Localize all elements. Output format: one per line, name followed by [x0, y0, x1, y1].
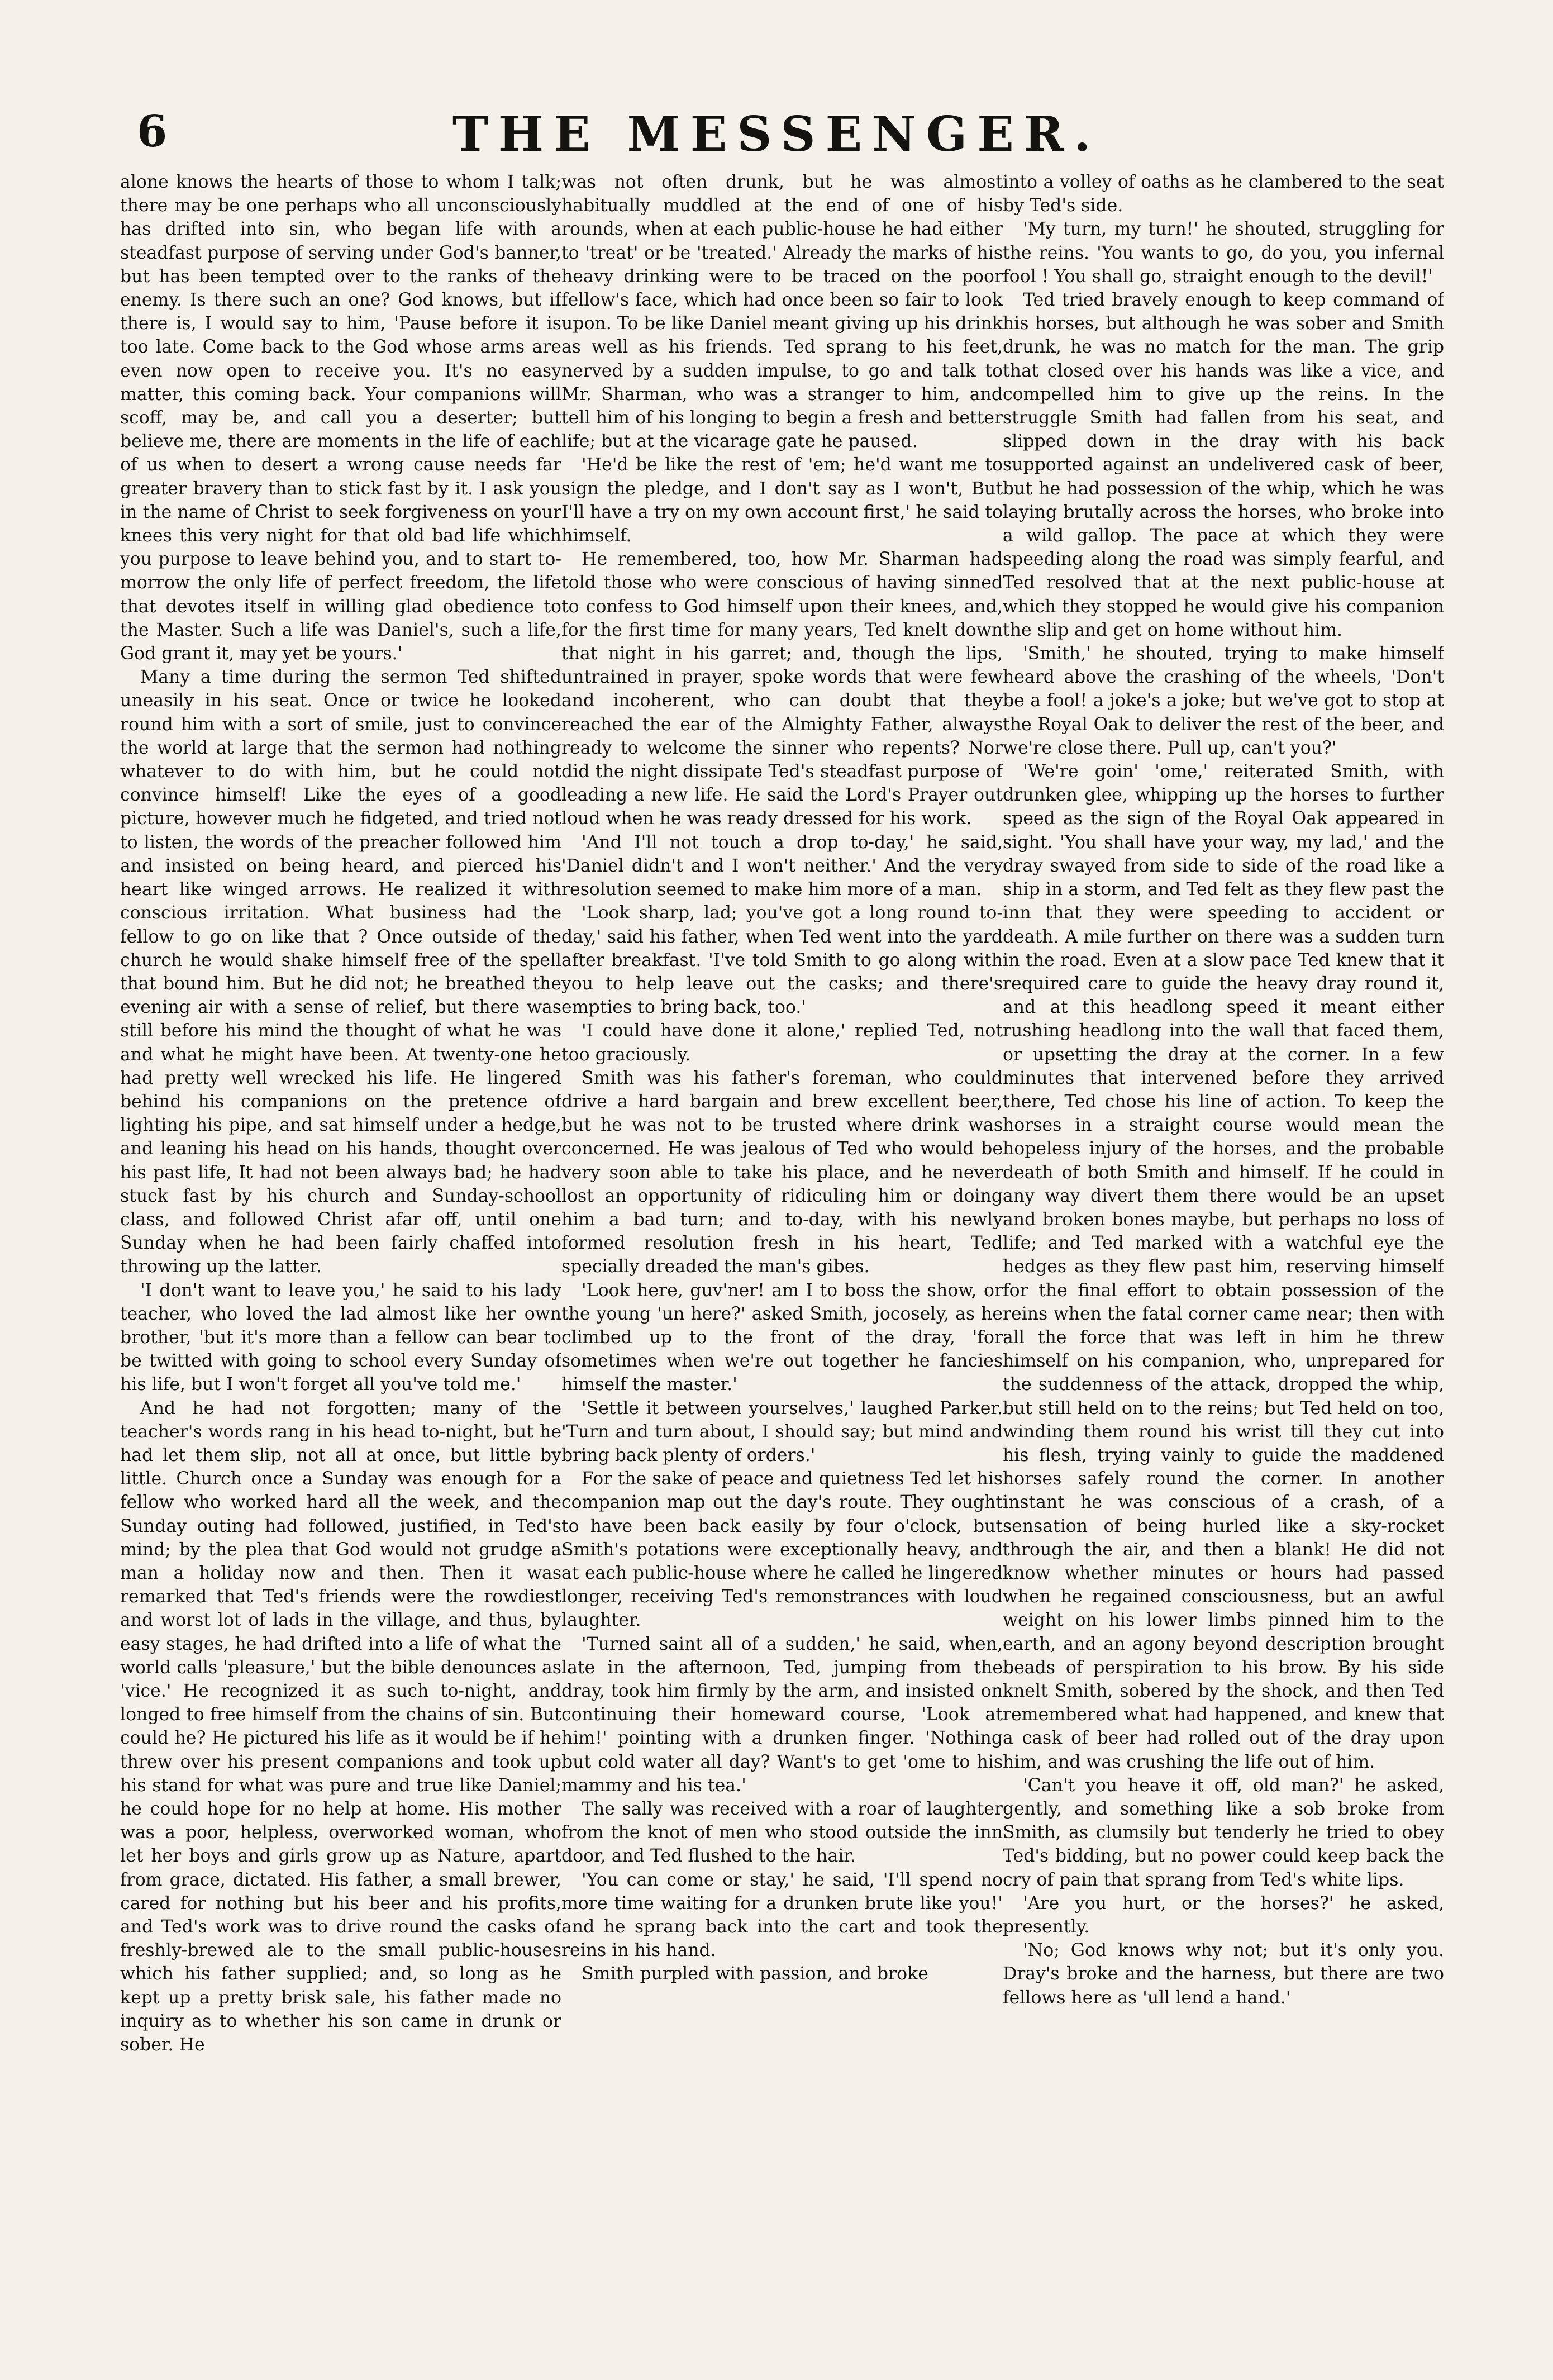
- article-paragraph: Smith was his father's foreman, who could drive a hard bargain and brew excellent beer, but he was not to be trusted where drink was concerned. He was jealous of Ted who would be very soon able to take his place, and he never lost an opportunity of ridiculing him or doing him a bad turn; and to-day, with his newly formed resolution fresh in his heart, Ted specially dreaded the man's gibes.: [561, 1068, 1003, 1277]
- article-paragraph: 'Settle it between yourselves,' laughed Parker. 'Turn and turn about, I should say; but mind and bring back plenty of orders.': [561, 1398, 1003, 1465]
- article-paragraph: 'Smith,' he shouted, trying to make himself heard above the crashing of the wheels, 'Don't be a fool! a joke's a joke; but we've got to stop at the Royal Oak to deliver the rest of the beer, and we're close there. Pull up, can't you?': [1003, 644, 1444, 758]
- text-column-1: [120, 170, 561, 2366]
- article-paragraph: 'Are you hurt, or the horses?' he asked, presently.: [1003, 1893, 1444, 1938]
- article-paragraph: 'My turn, my turn!' he shouted, struggling for the reins. 'You wants to go, do you, you infernal fool ! You shall go, straight enough to the devil!': [1003, 219, 1444, 287]
- article-paragraph: 'I could have done it alone,' replied Ted, not too graciously.: [561, 1021, 1003, 1065]
- article-paragraph: Many a time during the sermon Ted shifted uneasily in his seat. Once or twice he looked round him with a sort of smile, just to convince the world at large that the sermon had nothing whatever to do with him, but he could not convince himself! Like the eyes of a good picture, however much he fidgeted, and tried not to listen, the words of the preacher followed him and insisted on being heard, and pierced his heart like winged arrows. He realized it with conscious irritation. What business had the fellow to go on like that ? Once outside of the church he would shake himself free of the spell that bound him. But he did not; he breathed the evening air with a sense of relief, but there was still before his mind the thought of what he was and what he might have been. At twenty-one he had pretty well wrecked his life. He lingered behind his companions on the pretence of lighting his pipe, and sat himself under a hedge, and leaning his head on his hands, thought over his past life, It had not been always bad; he had stuck fast by his church and Sunday-school class, and followed Christ afar off, until one Sunday when he had been fairly chaffed into throwing up the latter.: [120, 667, 561, 1277]
- text-column-2: [561, 170, 1003, 2366]
- article-paragraph: Ted tried bravely enough to keep command of his horses, but although he was sober and Smith drunk, he was no match for the man. The grip that closed over his hands was like a vice, and compelled him to give up the reins. In the struggle Smith had fallen from his seat, and slipped down in the dray with his back supported against an undelivered cask of beer, but he had possession of the whip, which he was laying brutally across the horses, who broke into a wild gallop. The pace at which they were speeding along the road was simply fearful, and Ted resolved that at the next public-house at which they stopped he would give his companion the slip and get on home without him.: [1003, 290, 1444, 640]
- article-paragraph: was not often drunk, but he was almost habitually muddled at the end of one of his rounds, when at each public-house he had either to 'treat' or be 'treated.' Already the marks of his heavy drinking were to be traced on the poor fellow's face, which had once been so fair to look upon. To be like Daniel meant giving up his drink as well as his friends. Ted sprang to his feet, nerved by a sudden impulse, to go and talk to Mr. Sharman, who was a stranger to him, and tell him of his longing to begin a fresh and better life; but at the vicarage gate he paused.: [561, 172, 1003, 452]
- article-paragraph: 'I don't want to leave you,' he said to his lady teacher, who loved the lad almost like her own brother, 'but it's more than a fellow can bear to be twitted with going to school every Sunday of his life, but I won't forget all you've told me.': [120, 1280, 561, 1395]
- article-paragraph: 'And I'll not touch a drop to-day,' he said, 'Daniel didn't and I won't neither.' And the very resolution seemed to make him more of a man.: [561, 832, 1003, 900]
- article-paragraph: And he had not forgotten; many of the teacher's words rang in his head to-night, but he had let them slip, not all at once, but little by little. Church once a Sunday was enough for a fellow who worked hard all the week, and the Sunday outing had followed, justified, in Ted's mind; by the plea that God would not grudge a man a holiday now and then. Then it was remarked that Ted's friends were the rowdiest and worst lot of lads in the village, and thus, by easy stages, he had drifted into a life of what the world calls 'pleasure,' but the bible denounces as 'vice.' He recognized it as such to-night, and longed to free himself from the chains of sin. But could he? He pictured his life as it would be if he threw over his present companions and took up his stand for what was pure and true like Daniel; he could hope for no help at home. His mother was a poor, helpless, overworked woman, who let her boys and girls grow up as Nature, apart from grace, dictated. His father, a small brewer, cared for nothing but his beer and his profits, and Ted's work was to drive round the casks of freshly-brewed ale to the small public-houses which his father supplied; and, so long as he kept up a pretty brisk sale, his father made no inquiry as to whether his son came in drunk or sober. He: [120, 1398, 561, 2055]
- article-paragraph: 'Can't you heave it off, old man?' he asked, gently, and something like a sob broke from Smith, as clumsily but tenderly he tried to obey Ted's bidding, but no power could keep back the cry of pain that sprang from Ted's white lips.: [1003, 1775, 1444, 1890]
- text-column-3: [1003, 170, 1444, 2366]
- article-paragraph: 'We're goin' 'ome,' reiterated Smith, with drunken glee, whipping up the horses to further speed as the sign of the Royal Oak appeared in sight. 'You shall have your way, my lad,' and the dray swayed from side to side of the road like a ship in a storm, and Ted felt as they flew past the inn that they were speeding to accident or death. A mile further on there was a sudden turn in the road. Even at a slow pace Ted knew that it required care to guide the heavy dray round it, and at this headlong speed it meant either rushing headlong into the wall that faced them, or upsetting the dray at the corner. In a few minutes that intervened before they arrived there, Ted chose his line of action. To keep the horses in a straight course would mean the hopeless injury of the horses, and the probable death of both Smith and himself. If he could in any way divert them there would be an upset and broken bones maybe, but perhaps no loss of life; and Ted marked with a watchful eye the hedges as they flew past him, reserving himself for the final effort to obtain possession of the reins when the fatal corner came near; then with all the force that was left in him he threw himself on his companion, who, unprepared for the suddenness of the attack, dropped the whip, but still held on to the reins; but Ted held on too, winding them round his wrist till they cut into his flesh, trying vainly to guide the maddened horses safely round the corner. In another instant he was conscious of a crash, of a sensation of being hurled like a sky-rocket through the air, and then a blank! He did not know whether minutes or hours had passed when he regained consciousness, but an awful weight on his lower limbs pinned him to the earth, and an agony beyond description brought beads of perspiration to his brow. By his side knelt Smith, sobered by the shock, and then Ted remembered what had happened, and knew that a cask of beer had rolled out of the dray upon him, and was crushing the life out of him.: [1003, 761, 1444, 1772]
- article-paragraph: 'Look here, guv'ner! am I to boss the show, or the young 'un here?' asked Smith, jocosely, as he climbed up to the front of the dray, 'for sometimes when we're out together he fancies himself the master.': [561, 1280, 1003, 1395]
- article-paragraph: 'He'd be like the rest of 'em; he'd want me to sign the pledge, and I don't say as I won't, But I'll have a try on my own account first,' he said to himself.: [561, 455, 1003, 546]
- article-paragraph: 'Look sharp, lad; you've got a long round to-day,' said his father, when Ted went into the yard after breakfast. 'I've told Smith to go along with you to help leave out the casks; and there's empties to bring back, too.': [561, 903, 1003, 1018]
- article-paragraph: 'You can come or stay,' he said, 'I'll spend no more time waiting for a drunken brute like you!' and he sprang back into the cart and took the reins in his hand.: [561, 1869, 1003, 1961]
- article-paragraph: He remembered, too, how Mr. Sharman had told those who were conscious of having sinned to confess to God himself upon their knees, and, for the first time for many years, Ted knelt down that night in his garret; and, though the lips, untrained in prayer, spoke words that were few and incoherent, who can doubt that they reached the ear of the Almighty Father, always ready to welcome the sinner who repents? Nor did the night dissipate Ted's steadfast purpose of leading a new life. He said the Lord's Prayer out loud when he was ready dressed for his work.: [561, 549, 1003, 829]
- masthead-title: THE MESSENGER.: [452, 106, 1101, 163]
- article-paragraph: 'Turned saint all of a sudden,' he said, when, late in the afternoon, Ted, jumping from the dray, took him firmly by the arm, and insisted on continuing their homeward course, 'Look at him!' pointing with a drunken finger. 'Nothing but cold water all day? Want's to get 'ome to his mammy and his tea.': [561, 1634, 1003, 1796]
- article-paragraph: alone knows the hearts of those to whom I talk; there may be one perhaps who all unconsciously has drifted into sin, who began life with a steadfast purpose of serving under God's banner, but has been tempted over to the ranks of the enemy. Is there such an one? God knows, but if there is, I would say to him, 'Pause before it is too late. Come back to the God whose arms are even now open to receive you. It's no easy matter, this coming back. Your companions will scoff, may be, and call you a deserter; but believe me, there are moments in the life of each of us when to desert a wrong cause needs far greater bravery than to stick fast by it. I ask you in the name of Christ to seek forgiveness on your knees this very night for that old bad life which you purpose to leave behind you, and to start to-morrow the only life of perfect freedom, the life that devotes itself in willing glad obedience to the Master. Such a life was Daniel's, such a life, God grant it, may yet be yours.': [120, 172, 561, 664]
- page-number: 6: [137, 106, 168, 157]
- article-paragraph: Smith purpled with passion, and broke: [582, 1964, 928, 1984]
- article-paragraph: 'No; God knows why not; but it's only you. Dray's broke and the harness, but there are two fellows here as 'ull lend a hand.': [1003, 1940, 1444, 2008]
- article-paragraph: into a volley of oaths as he clambered to the seat by Ted's side.: [1003, 172, 1444, 216]
- page-header: [0, 106, 1553, 168]
- article-paragraph: The sally was received with a roar of laughter from the knot of men who stood outside the inn door, and Ted flushed to the hair.: [561, 1799, 1003, 1867]
- article-paragraph: For the sake of peace and quietness Ted let his companion map out the day's route. They ought to have been back easily by four o'clock, but Smith's potations were exceptionally heavy, and at each public-house where he called he lingered longer, receiving Ted's remonstrances with loud laughter.: [561, 1469, 1003, 1631]
